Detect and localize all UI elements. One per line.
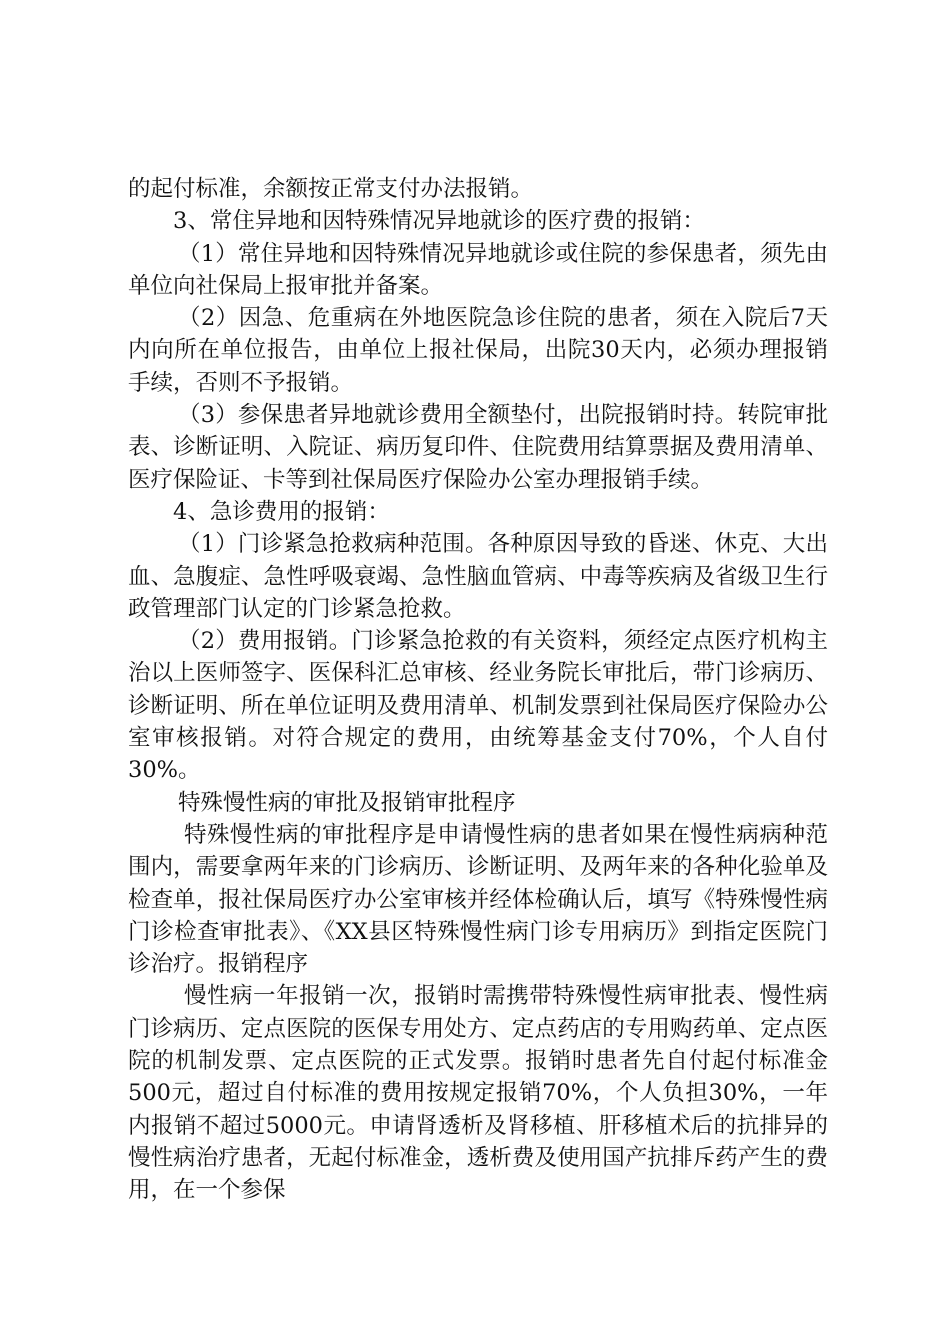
document-body <box>128 173 828 1207</box>
paragraph-3-2: （2）因急、危重病在外地医院急诊住院的患者，须在入院后7天内向所在单位报告，由单位上报社保局，出院30天内，必须办理报销手续，否则不予报销。 <box>128 305 828 396</box>
section-title-chronic-disease: 特殊慢性病的审批及报销审批程序 <box>178 789 516 816</box>
paragraph-3-3: （3）参保患者异地就诊费用全额垫付，出院报销时持。转院审批表、诊断证明、入院证、病历复印件、住院费用结算票据及费用清单、医疗保险证、卡等到社保局医疗保险办公室办理报销手续。 <box>128 402 828 493</box>
paragraph-4-1: （1）门诊紧急抢救病种范围。各种原因导致的昏迷、休克、大出血、急腹症、急性呼吸衰竭、急性脑血管病、中毒等疾病及省级卫生行政管理部门认定的门诊紧急抢救。 <box>128 531 828 622</box>
section-heading-3: 3、常住异地和因特殊情况异地就诊的医疗费的报销： <box>173 208 705 235</box>
section-heading-4: 4、急诊费用的报销： <box>173 498 390 525</box>
paragraph-approval-procedure: 特殊慢性病的审批程序是申请慢性病的患者如果在慢性病病种范围内，需要拿两年来的门诊病历、诊断证明、及两年来的各种化验单及检查单，报社保局医疗办公室审核并经体检确认后，填写《特殊慢性病门诊检查审批表》、《XX县区特殊慢性病门诊专用病历》到指定医院门诊治疗。报销程序 <box>128 821 828 978</box>
paragraph-reimbursement-procedure: 慢性病一年报销一次，报销时需携带特殊慢性病审批表、慢性病门诊病历、定点医院的医保专用处方、定点药店的专用购药单、定点医院的机制发票、定点医院的正式发票。报销时患者先自付起付标准金500元，超过自付标准的费用按规定报销70%，个人负担30%，一年内报销不超过5000元。申请肾透析及肾移植、肝移植术后的抗排异的慢性病治疗患者，无起付标准金，透析费及使用国产抗排斥药产生的费用，在一个参保 <box>128 983 828 1204</box>
paragraph-4-2: （2）费用报销。门诊紧急抢救的有关资料，须经定点医疗机构主治以上医师签字、医保科汇总审核、经业务院长审批后，带门诊病历、诊断证明、所在单位证明及费用清单、机制发票到社保局医疗保险办公室审核报销。对符合规定的费用，由统筹基金支付70%，个人自付30%。 <box>128 628 828 784</box>
paragraph-3-1: （1）常住异地和因特殊情况异地就诊或住院的参保患者，须先由单位向社保局上报审批并备案。 <box>128 240 828 299</box>
paragraph-continuation: 的起付标准，余额按正常支付办法报销。 <box>128 176 534 202</box>
